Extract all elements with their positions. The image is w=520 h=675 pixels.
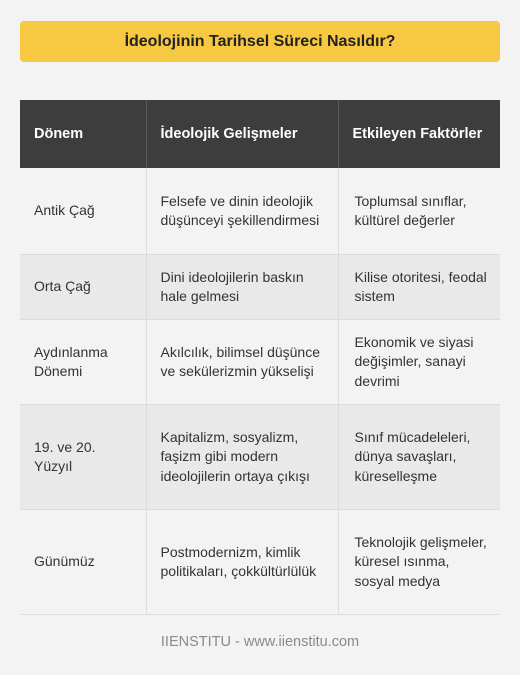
factors-cell: Kilise otoritesi, feodal sistem: [338, 255, 500, 320]
factors-cell: Toplumsal sınıflar, kültürel değerler: [338, 168, 500, 255]
column-header-developments: İdeolojik Gelişmeler: [146, 100, 338, 168]
table-row: [20, 168, 500, 255]
period-cell: Antik Çağ: [20, 168, 146, 255]
header-row: [20, 100, 500, 168]
column-header-period: Dönem: [20, 100, 146, 168]
factors-cell: Ekonomik ve siyasi değişimler, sanayi devrimi: [338, 320, 500, 405]
table-header: [20, 100, 500, 168]
developments-cell: Felsefe ve dinin ideolojik düşünceyi şekillendirmesi: [146, 168, 338, 255]
table-body: [20, 168, 500, 615]
period-cell: Orta Çağ: [20, 255, 146, 320]
developments-cell: Akılcılık, bilimsel düşünce ve sekülerizmin yükselişi: [146, 320, 338, 405]
footer-credit: IIENSTITU - www.iienstitu.com: [160, 634, 360, 650]
developments-cell: Postmodernizm, kimlik politikaları, çokkültürlülük: [146, 510, 338, 615]
period-cell: Günümüz: [20, 510, 146, 615]
factors-cell: Teknolojik gelişmeler, küresel ısınma, sosyal medya: [338, 510, 500, 615]
developments-cell: Kapitalizm, sosyalizm, faşizm gibi modern ideolojilerin ortaya çıkışı: [146, 405, 338, 510]
table-row: [20, 255, 500, 320]
column-header-factors: Etkileyen Faktörler: [338, 100, 500, 168]
history-table: [20, 100, 500, 615]
table-row: [20, 320, 500, 405]
factors-cell: Sınıf mücadeleleri, dünya savaşları, küreselleşme: [338, 405, 500, 510]
table-row: [20, 405, 500, 510]
page-title: İdeolojinin Tarihsel Süreci Nasıldır?: [20, 21, 500, 62]
developments-cell: Dini ideolojilerin baskın hale gelmesi: [146, 255, 338, 320]
table-row: [20, 510, 500, 615]
period-cell: 19. ve 20. Yüzyıl: [20, 405, 146, 510]
period-cell: Aydınlanma Dönemi: [20, 320, 146, 405]
